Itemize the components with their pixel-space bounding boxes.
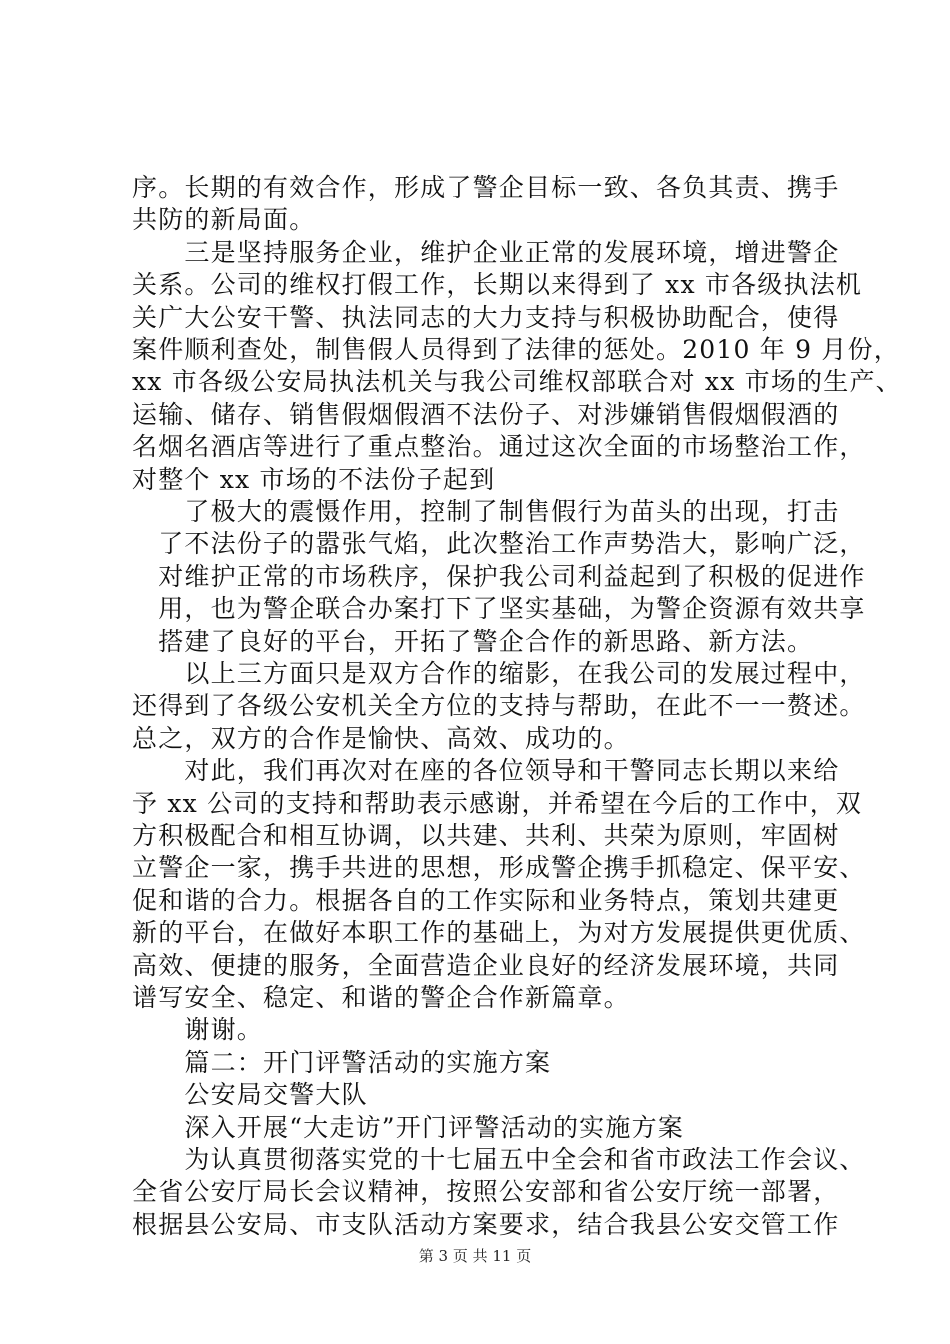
page-footer: 第 3 页 共 11 页 (418, 1247, 532, 1265)
text-line: 共防的新局面。 (132, 205, 316, 235)
text-line: 谱写安全、稳定、和谐的警企合作新篇章。 (132, 983, 630, 1012)
text-line: 方积极配合和相互协调，以共建、共利、共荣为原则，牢固树 (132, 821, 840, 850)
text-line: 了不法份子的嚣张气焰，此次整治工作声势浩大，影响广泛， (132, 529, 866, 559)
text-line: xx 市各级公安局执法机关与我公司维权部联合对 xx 市场的生产、 (132, 367, 902, 397)
text-line: 促和谐的合力。根据各自的工作实际和业务特点，策划共建更 (132, 885, 840, 915)
text-line: 对整个 xx 市场的不法份子起到 (132, 464, 496, 494)
text-line: 三是坚持服务企业，维护企业正常的发展环境，增进警企 (132, 237, 840, 267)
text-line: 谢谢。 (132, 1015, 264, 1045)
text-line: 序。长期的有效合作，形成了警企目标一致、各负其责、携手 (132, 173, 840, 202)
text-line: 名烟名酒店等进行了重点整治。通过这次全面的市场整治工作， (132, 432, 866, 462)
text-line: 运输、储存、销售假烟假酒不法份子、对涉嫌销售假烟假酒的 (132, 399, 840, 429)
text-line: 为认真贯彻落实党的十七届五中全会和省市政法工作会议、 (132, 1145, 866, 1174)
text-line: 用，也为警企联合办案打下了坚实基础，为警企资源有效共享 (132, 594, 866, 624)
text-line: 根据县公安局、市支队活动方案要求，结合我县公安交管工作 (132, 1209, 840, 1239)
text-line: 关广大公安干警、执法同志的大力支持与积极协助配合，使得 (132, 302, 840, 332)
text-line: 篇二：开门评警活动的实施方案 (132, 1047, 552, 1077)
text-line: 立警企一家，携手共进的思想，形成警企携手抓稳定、保平安、 (132, 853, 866, 883)
text-line: 高效、便捷的服务，全面营造企业良好的经济发展环境，共同 (132, 950, 840, 980)
text-line: 新的平台，在做好本职工作的基础上，为对方发展提供更优质、 (132, 918, 866, 948)
text-line: 总之，双方的合作是愉快、高效、成功的。 (132, 723, 630, 753)
text-line: 深入开展“大走访”开门评警活动的实施方案 (132, 1112, 684, 1142)
text-line: 予 xx 公司的支持和帮助表示感谢，并希望在今后的工作中，双 (132, 788, 863, 818)
text-line: 搭建了良好的平台，开拓了警企合作的新思路、新方法。 (132, 626, 814, 656)
text-line: 了极大的震慑作用，控制了制售假行为苗头的出现，打击 (132, 497, 840, 526)
text-line: 还得到了各级公安机关全方位的支持与帮助，在此不一一赘述。 (132, 691, 866, 721)
text-line: 以上三方面只是双方合作的缩影，在我公司的发展过程中， (132, 659, 866, 688)
text-line: 案件顺利查处，制售假人员得到了法律的惩处。2010 年 9 月份， (132, 335, 900, 364)
text-line: 关系。公司的维权打假工作，长期以来得到了 xx 市各级执法机 (132, 270, 863, 300)
text-line: 对维护正常的市场秩序，保护我公司利益起到了积极的促进作 (132, 561, 866, 591)
text-line: 公安局交警大队 (132, 1080, 368, 1110)
text-line: 全省公安厅局长会议精神，按照公安部和省公安厅统一部署， (132, 1177, 840, 1207)
text-line: 对此，我们再次对在座的各位领导和干警同志长期以来给 (132, 756, 840, 786)
